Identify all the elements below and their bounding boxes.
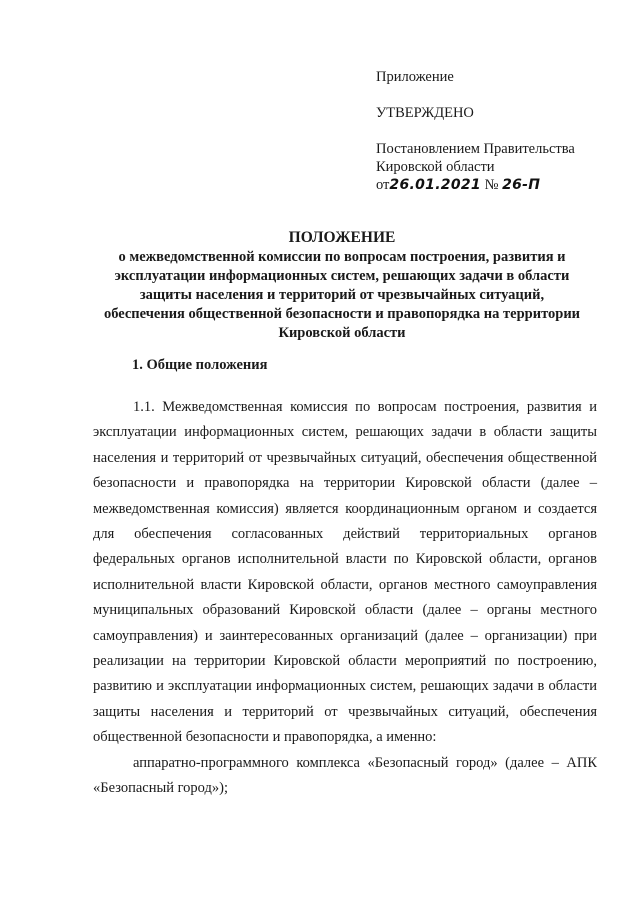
document-title bbox=[92, 228, 592, 343]
section-body bbox=[93, 395, 597, 802]
title-line: защиты населения и территорий от чрезвычайных ситуаций, bbox=[139, 287, 545, 303]
title-line: эксплуатации информационных систем, решающих задачи в области bbox=[114, 268, 570, 284]
decree-line-1: Постановлением Правительства bbox=[376, 141, 575, 157]
title-line: Кировской области bbox=[278, 325, 406, 341]
approval-stamp bbox=[376, 68, 616, 194]
handwritten-date: 26.01.2021 bbox=[389, 177, 481, 193]
date-prefix: от bbox=[376, 177, 390, 193]
paragraph-apk: аппаратно-программного комплекса «Безопасный город» (далее – АПК «Безопасный город»); bbox=[93, 754, 597, 797]
number-prefix: № bbox=[484, 177, 499, 193]
appendix-label: Приложение bbox=[376, 69, 454, 85]
title-heading: ПОЛОЖЕНИЕ bbox=[288, 229, 396, 246]
approved-label: УТВЕРЖДЕНО bbox=[376, 105, 474, 121]
title-line: обеспечения общественной безопасности и правопорядка на территории bbox=[103, 306, 581, 322]
decree-line-2: Кировской области bbox=[376, 159, 495, 175]
decree-date-line bbox=[376, 176, 616, 194]
section-heading: 1. Общие положения bbox=[132, 357, 268, 373]
paragraph-1-1: 1.1. Межведомственная комиссия по вопросам построения, развития и эксплуатации информационных систем, решающих задачи в области защиты населения и территорий от чрезвычайных ситуаций, обеспечения общественной безопасности и правопорядка на территории Кировской области (далее – межведомственная комиссия) является координационным органом и создается для обеспечения согласованных действий территориальных органов федеральных органов исполнительной власти по Кировской области, органов исполнительной власти Кировской области, органов местного самоуправления муниципальных образований Кировской области (далее – органы местного самоуправления) и заинтересованных организаций (далее – организации) при реализации на территории Кировской области мероприятий по построению, развитию и эксплуатации информационных систем, решающих задачи в области защиты населения и территорий от чрезвычайных ситуаций, обеспечения общественной безопасности и правопорядка, а именно: bbox=[93, 399, 597, 746]
handwritten-number: 26-П bbox=[502, 177, 541, 193]
title-line: о межведомственной комиссии по вопросам построения, развития и bbox=[118, 249, 566, 265]
